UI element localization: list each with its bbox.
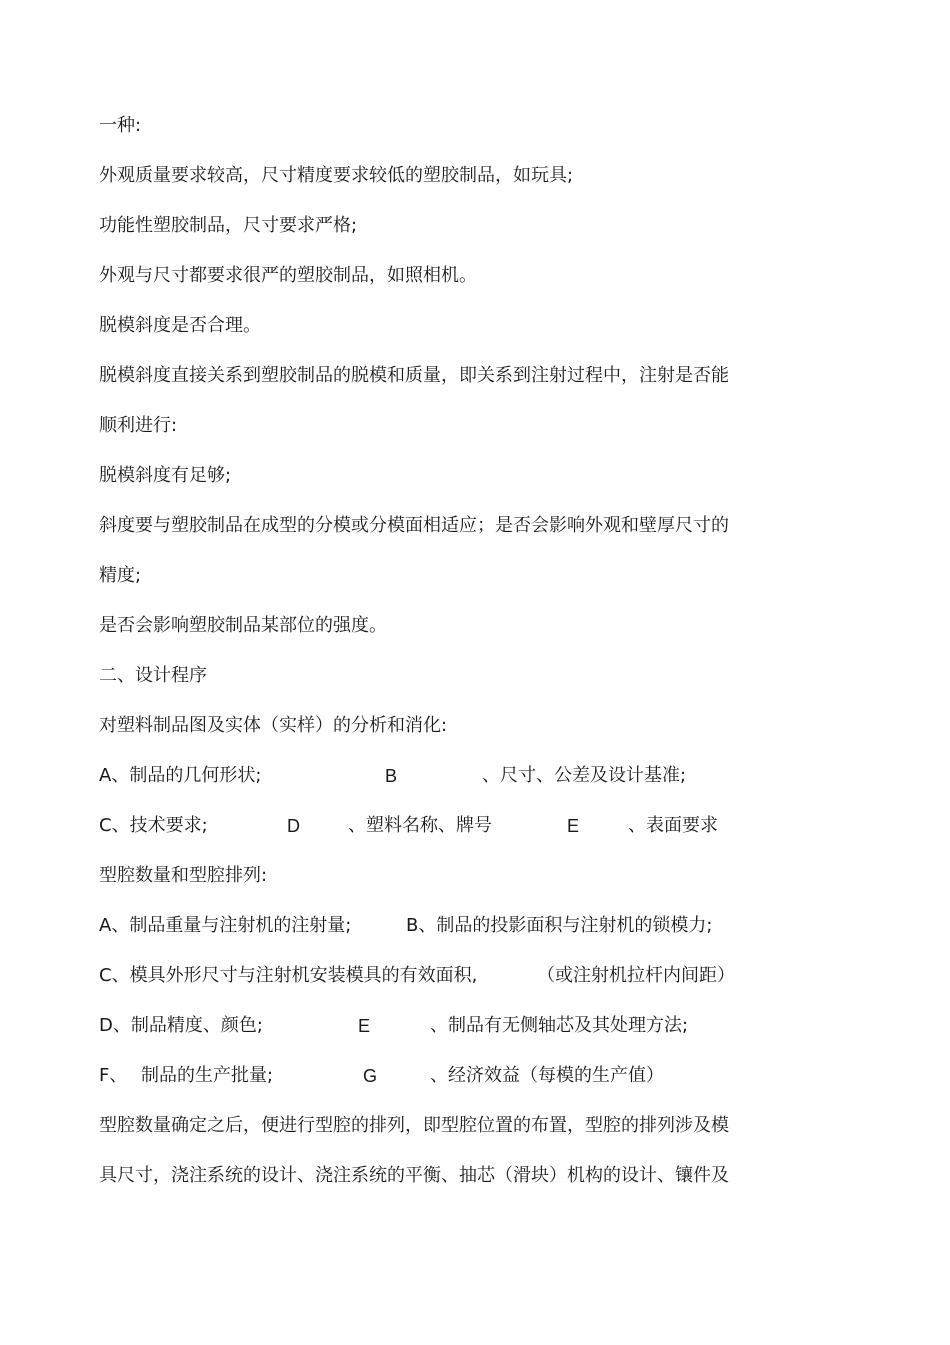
text-line: 外观与尺寸都要求很严的塑胶制品，如照相机。 xyxy=(99,265,477,286)
cavity-item-g-text: 、经济效益（每模的生产值） xyxy=(430,1065,664,1086)
cavity-item-e-letter: E xyxy=(358,1016,371,1036)
text-line: 脱模斜度直接关系到塑胶制品的脱模和质量，即关系到注射过程中，注射是否能 xyxy=(99,365,729,386)
cavity-item-f-letter: F、 xyxy=(99,1065,128,1086)
item-d-letter: D xyxy=(287,816,300,836)
text-line: 型腔数量确定之后，便进行型腔的排列，即型腔位置的布置，型腔的排列涉及模 xyxy=(99,1115,729,1136)
cavity-item-e-text: 、制品有无侧轴芯及其处理方法; xyxy=(430,1015,689,1036)
text-line: 功能性塑胶制品，尺寸要求严格; xyxy=(99,215,358,236)
item-e-letter: E xyxy=(567,816,580,836)
text-line: 顺利进行: xyxy=(99,415,178,436)
cavity-item-f-text: 制品的生产批量; xyxy=(141,1065,274,1086)
cavity-item-g-letter: G xyxy=(363,1066,378,1086)
section-heading: 型腔数量和型腔排列: xyxy=(99,865,268,886)
text-line: 一种: xyxy=(99,115,142,136)
item-b-text: 、尺寸、公差及设计基准; xyxy=(482,765,687,786)
cavity-item-d: D、制品精度、颜色; xyxy=(99,1015,263,1036)
item-b-letter: B xyxy=(385,766,398,786)
item-a: A、制品的几何形状; xyxy=(99,765,262,786)
text-line: 外观质量要求较高，尺寸精度要求较低的塑胶制品，如玩具; xyxy=(99,165,574,186)
cavity-item-b: B、制品的投影面积与注射机的锁模力; xyxy=(406,915,713,936)
text-line: 是否会影响塑胶制品某部位的强度。 xyxy=(99,615,387,636)
text-line: 精度; xyxy=(99,565,142,586)
cavity-item-a: A、制品重量与注射机的注射量; xyxy=(99,915,352,936)
text-line: 斜度要与塑胶制品在成型的分模或分模面相适应；是否会影响外观和壁厚尺寸的 xyxy=(99,515,729,536)
item-e-text: 、表面要求 xyxy=(628,815,718,836)
text-line: 脱模斜度是否合理。 xyxy=(99,315,261,336)
item-d-text: 、塑料名称、牌号 xyxy=(348,815,492,836)
text-line: 脱模斜度有足够; xyxy=(99,465,232,486)
item-c: C、技术要求; xyxy=(99,815,208,836)
text-line: 具尺寸，浇注系统的设计、浇注系统的平衡、抽芯（滑块）机构的设计、镶件及 xyxy=(99,1165,729,1186)
text-line: 对塑料制品图及实体（实样）的分析和消化: xyxy=(99,715,448,736)
cavity-item-c-note: （或注射机拉杆内间距） xyxy=(537,965,735,986)
cavity-item-c: C、模具外形尺寸与注射机安装模具的有效面积, xyxy=(99,965,478,986)
section-heading: 二、设计程序 xyxy=(99,665,207,686)
